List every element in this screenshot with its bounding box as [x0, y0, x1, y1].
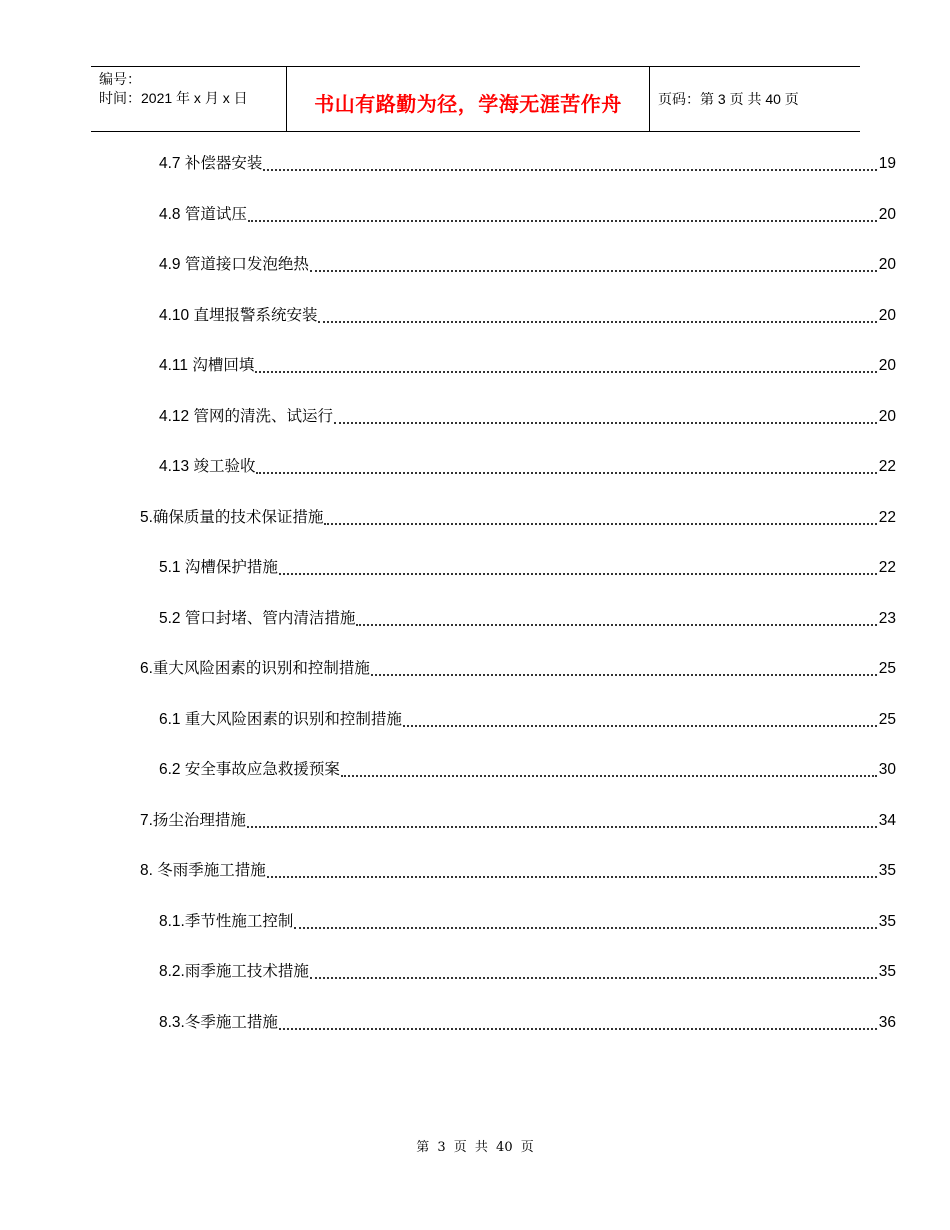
toc-entry[interactable] [159, 910, 896, 934]
toc-entry-page-number: 22 [878, 559, 896, 576]
toc-entry-title: 5.1 沟槽保护措施 [159, 559, 278, 576]
toc-dot-leader [256, 472, 876, 474]
toc-dot-leader [334, 422, 877, 424]
toc-entry-title: 8.3.冬季施工措施 [159, 1013, 278, 1031]
toc-entry-page-number: 20 [878, 256, 896, 273]
toc-entry[interactable] [140, 657, 896, 681]
toc-entry-title: 6.重大风险困素的识别和控制措施 [140, 660, 370, 677]
toc-entry[interactable] [159, 405, 896, 429]
toc-dot-leader [248, 220, 877, 222]
toc-entry[interactable] [159, 556, 896, 580]
toc-dot-leader [263, 169, 876, 171]
toc-entry[interactable] [159, 253, 896, 277]
toc-entry-page-number: 20 [878, 306, 896, 324]
toc-entry-title: 5.2 管口封堵、管内清洁措施 [159, 609, 356, 627]
toc-dot-leader [279, 1028, 877, 1030]
toc-entry-page-number: 35 [878, 862, 896, 879]
toc-dot-leader [255, 371, 876, 373]
toc-entry-title: 7.扬尘治理措施 [140, 811, 246, 829]
page-header [91, 66, 860, 132]
toc-entry-title: 8.1.季节性施工控制 [159, 912, 294, 930]
toc-entry[interactable] [159, 960, 896, 984]
toc-dot-leader [247, 826, 877, 828]
toc-entry-page-number: 20 [878, 205, 896, 223]
toc-entry-page-number: 25 [878, 660, 896, 677]
time-label: 时间：2021 年 x 月 x 日 [99, 90, 248, 106]
toc-dot-leader [279, 573, 877, 575]
toc-entry-page-number: 34 [878, 811, 896, 829]
toc-entry[interactable] [140, 809, 896, 833]
toc-entry-page-number: 36 [878, 1013, 896, 1031]
header-motto: 书山有路勤为径，学海无涯苦作舟 [314, 91, 622, 116]
toc-entry[interactable] [159, 607, 896, 631]
toc-entry[interactable] [140, 506, 896, 530]
serial-number-label: 编号： [99, 71, 141, 87]
page-footer [0, 1136, 950, 1155]
header-page-info: 页码：第 3 页 共 40 页 [658, 91, 799, 107]
toc-entry[interactable] [159, 708, 896, 732]
toc-entry[interactable] [140, 859, 896, 883]
toc-entry-page-number: 25 [878, 710, 896, 728]
toc-dot-leader [310, 977, 877, 979]
toc-entry-title: 4.12 管网的清洗、试运行 [159, 407, 333, 425]
toc-entry[interactable] [159, 758, 896, 782]
toc-entry-title: 4.8 管道试压 [159, 205, 247, 223]
toc-dot-leader [324, 523, 876, 525]
toc-dot-leader [403, 725, 877, 727]
footer-page-number: 第 3 页 共 40 页 [416, 1140, 534, 1155]
toc-dot-leader [310, 270, 877, 272]
toc-entry-title: 4.13 竣工验收 [159, 458, 256, 475]
toc-dot-leader [341, 775, 877, 777]
toc-entry[interactable] [159, 304, 896, 328]
toc-dot-leader [294, 927, 876, 929]
toc-dot-leader [267, 876, 877, 878]
toc-entry-page-number: 22 [878, 458, 896, 475]
toc-entry-page-number: 20 [878, 357, 896, 374]
toc-entry-title: 6.2 安全事故应急救援预案 [159, 761, 340, 778]
toc-entry-page-number: 35 [878, 912, 896, 930]
toc-entry-title: 4.9 管道接口发泡绝热 [159, 256, 309, 273]
toc-dot-leader [356, 624, 876, 626]
header-page-info-cell [650, 67, 860, 131]
toc-entry-page-number: 22 [878, 508, 896, 526]
toc-entry-page-number: 19 [878, 155, 896, 172]
toc-entry-page-number: 23 [878, 609, 896, 627]
toc-entry[interactable] [159, 1011, 896, 1035]
toc-entry[interactable] [159, 152, 896, 176]
toc-entry-title: 4.10 直埋报警系统安装 [159, 306, 318, 324]
toc-entry-page-number: 30 [878, 761, 896, 778]
toc-entry[interactable] [159, 455, 896, 479]
toc-entry-page-number: 20 [878, 407, 896, 425]
toc-entry-title: 5.确保质量的技术保证措施 [140, 508, 324, 526]
toc-entry-title: 8.2.雨季施工技术措施 [159, 963, 309, 980]
toc-dot-leader [371, 674, 877, 676]
header-motto-cell [287, 67, 650, 131]
toc-entry[interactable] [159, 354, 896, 378]
toc-entry-title: 4.11 沟槽回填 [159, 357, 255, 374]
toc-dot-leader [318, 321, 876, 323]
toc-entry-page-number: 35 [878, 963, 896, 980]
toc-entry-title: 8. 冬雨季施工措施 [140, 862, 266, 879]
header-meta [91, 67, 287, 131]
toc-entry-title: 4.7 补偿器安装 [159, 155, 263, 172]
toc-entry[interactable] [159, 203, 896, 227]
toc-entry-title: 6.1 重大风险困素的识别和控制措施 [159, 710, 402, 728]
